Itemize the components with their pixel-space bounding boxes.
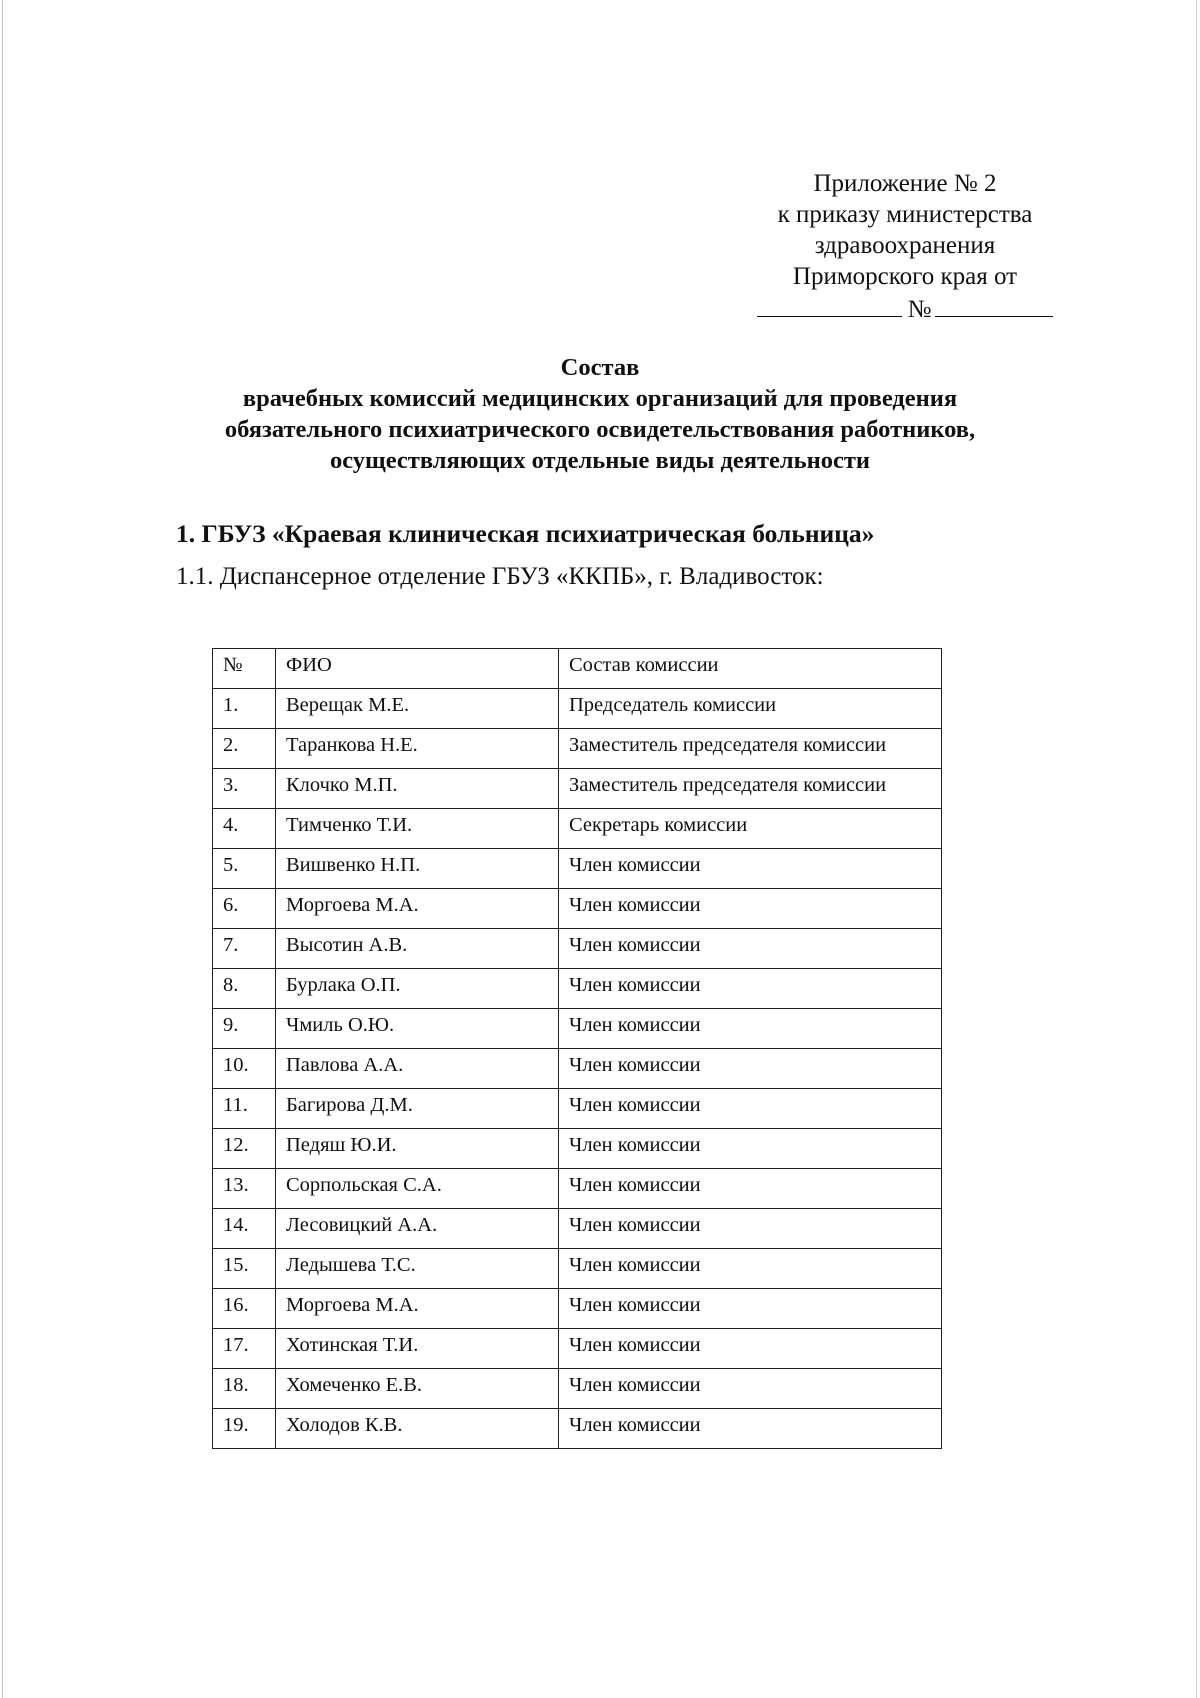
subsection-heading: 1.1. Диспансерное отделение ГБУЗ «ККПБ», г. Владивосток: bbox=[176, 563, 824, 590]
row-name: Павлова А.А. bbox=[276, 1049, 559, 1089]
row-role: Член комиссии bbox=[559, 1409, 942, 1449]
title-line-2: врачебных комиссий медицинских организаций для проведения bbox=[242, 385, 958, 412]
table-row bbox=[213, 969, 942, 1009]
row-number: 14. bbox=[213, 1209, 276, 1249]
row-number: 4. bbox=[213, 809, 276, 849]
row-role: Заместитель председателя комиссии bbox=[559, 769, 942, 809]
row-number: 2. bbox=[213, 729, 276, 769]
table-row bbox=[213, 1129, 942, 1169]
row-role: Член комиссии bbox=[559, 1089, 942, 1129]
row-number: 16. bbox=[213, 1289, 276, 1329]
number-blank bbox=[935, 294, 1053, 317]
table-row bbox=[213, 1009, 942, 1049]
table-row bbox=[213, 1249, 942, 1289]
row-name: Ледышева Т.С. bbox=[276, 1249, 559, 1289]
table-row bbox=[213, 1409, 942, 1449]
row-role: Член комиссии bbox=[559, 849, 942, 889]
scan-edge-left bbox=[2, 0, 3, 1698]
title-line-1: Состав bbox=[560, 354, 640, 381]
section-heading: 1. ГБУЗ «Краевая клиническая психиатрическая больница» bbox=[176, 519, 875, 548]
row-name: Моргоева М.А. bbox=[276, 889, 559, 929]
table-row bbox=[213, 849, 942, 889]
row-role: Член комиссии bbox=[559, 1289, 942, 1329]
table-row bbox=[213, 689, 942, 729]
row-role: Член комиссии bbox=[559, 1129, 942, 1169]
table-row bbox=[213, 1209, 942, 1249]
row-number: 6. bbox=[213, 889, 276, 929]
table-row bbox=[213, 809, 942, 849]
row-role: Член комиссии bbox=[559, 1329, 942, 1369]
row-role: Член комиссии bbox=[559, 1049, 942, 1089]
row-name: Холодов К.В. bbox=[276, 1409, 559, 1449]
header-number: № bbox=[213, 649, 276, 689]
row-role: Член комиссии bbox=[559, 1369, 942, 1409]
table-row bbox=[213, 1169, 942, 1209]
row-name: Таранкова Н.Е. bbox=[276, 729, 559, 769]
row-name: Багирова Д.М. bbox=[276, 1089, 559, 1129]
row-number: 9. bbox=[213, 1009, 276, 1049]
row-number: 18. bbox=[213, 1369, 276, 1409]
row-number: 12. bbox=[213, 1129, 276, 1169]
table-row bbox=[213, 729, 942, 769]
row-number: 7. bbox=[213, 929, 276, 969]
title-line-4: осуществляющих отдельные виды деятельности bbox=[330, 447, 870, 474]
table-row bbox=[213, 1329, 942, 1369]
table-row bbox=[213, 769, 942, 809]
row-role: Член комиссии bbox=[559, 1209, 942, 1249]
row-number: 13. bbox=[213, 1169, 276, 1209]
appendix-date-number-line bbox=[740, 294, 1070, 325]
appendix-line-3: здравоохранения bbox=[814, 232, 996, 259]
row-role: Член комиссии bbox=[559, 969, 942, 1009]
row-name: Хотинская Т.И. bbox=[276, 1329, 559, 1369]
row-number: 5. bbox=[213, 849, 276, 889]
row-name: Тимченко Т.И. bbox=[276, 809, 559, 849]
row-name: Педяш Ю.И. bbox=[276, 1129, 559, 1169]
appendix-line-2: к приказу министерства bbox=[777, 201, 1033, 228]
row-name: Моргоева М.А. bbox=[276, 1289, 559, 1329]
row-name: Хомеченко Е.В. bbox=[276, 1369, 559, 1409]
appendix-line-4: Приморского края от bbox=[792, 263, 1018, 290]
row-number: 11. bbox=[213, 1089, 276, 1129]
table-row bbox=[213, 1089, 942, 1129]
row-name: Верещак М.Е. bbox=[276, 689, 559, 729]
row-number: 8. bbox=[213, 969, 276, 1009]
document-title bbox=[150, 352, 1050, 476]
row-number: 10. bbox=[213, 1049, 276, 1089]
scan-edge-right bbox=[1196, 0, 1197, 1698]
number-sign: № bbox=[907, 296, 932, 323]
row-role: Член комиссии bbox=[559, 889, 942, 929]
table-row bbox=[213, 1289, 942, 1329]
table-row bbox=[213, 1049, 942, 1089]
table-row bbox=[213, 1369, 942, 1409]
row-role: Член комиссии bbox=[559, 1169, 942, 1209]
row-name: Сорпольская С.А. bbox=[276, 1169, 559, 1209]
table-row bbox=[213, 929, 942, 969]
row-role: Член комиссии bbox=[559, 929, 942, 969]
row-role: Секретарь комиссии bbox=[559, 809, 942, 849]
row-role: Член комиссии bbox=[559, 1249, 942, 1289]
appendix-header bbox=[740, 168, 1070, 325]
date-blank bbox=[757, 294, 902, 317]
row-number: 15. bbox=[213, 1249, 276, 1289]
row-number: 19. bbox=[213, 1409, 276, 1449]
header-role: Состав комиссии bbox=[559, 649, 942, 689]
row-role: Член комиссии bbox=[559, 1009, 942, 1049]
row-role: Заместитель председателя комиссии bbox=[559, 729, 942, 769]
title-line-3: обязательного психиатрического освидетельствования работников, bbox=[224, 416, 976, 443]
row-number: 1. bbox=[213, 689, 276, 729]
row-name: Бурлака О.П. bbox=[276, 969, 559, 1009]
table-row bbox=[213, 889, 942, 929]
row-name: Чмиль О.Ю. bbox=[276, 1009, 559, 1049]
row-name: Клочко М.П. bbox=[276, 769, 559, 809]
header-name: ФИО bbox=[276, 649, 559, 689]
row-name: Лесовицкий А.А. bbox=[276, 1209, 559, 1249]
table-header-row bbox=[213, 649, 942, 689]
row-name: Вишвенко Н.П. bbox=[276, 849, 559, 889]
row-number: 17. bbox=[213, 1329, 276, 1369]
row-name: Высотин А.В. bbox=[276, 929, 559, 969]
appendix-line-1: Приложение № 2 bbox=[813, 170, 997, 197]
commission-table bbox=[212, 648, 942, 1449]
row-role: Председатель комиссии bbox=[559, 689, 942, 729]
row-number: 3. bbox=[213, 769, 276, 809]
